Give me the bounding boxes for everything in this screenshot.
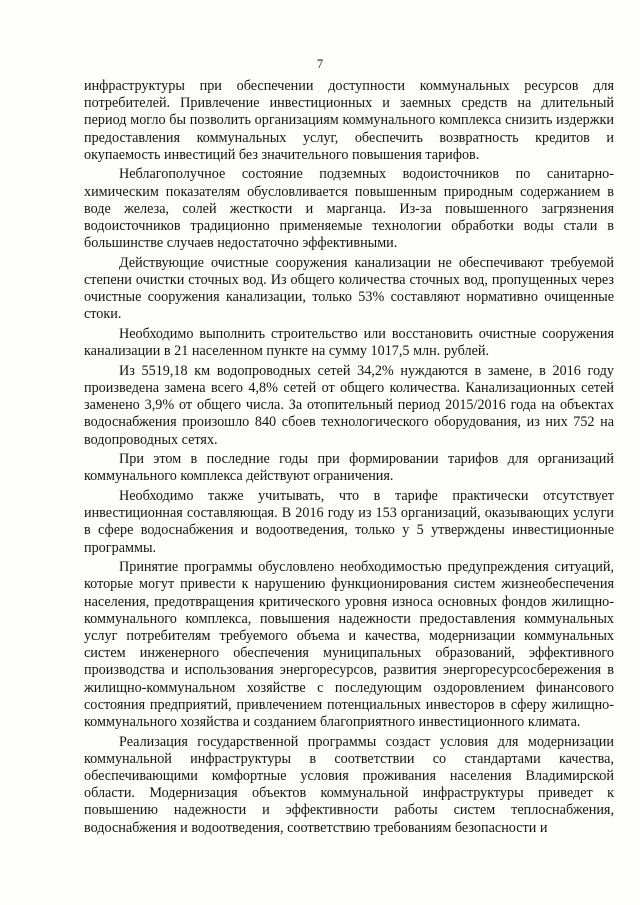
document-body xyxy=(84,78,614,839)
paragraph-water-networks: Из 5519,18 км водопроводных сетей 34,2% нуждаются в замене, в 2016 году произведена замена всего 4,8% сетей от общего количества. Канализационных сетей заменено 3,9% от общего числа. За отопительный период 2015/2016 года на объектах водоснабжения произошло 840 сбоев технологического оборудования, из них 752 на водопроводных сетях. xyxy=(84,362,614,448)
paragraph-infrastructure-continuation: инфраструктуры при обеспечении доступности коммунальных ресурсов для потребителей. Привлечение инвестиционных и заемных средств на длительный период могло бы позволить организациям коммунального комплекса снизить издержки предоставления коммунальных услуг, обеспечить возвратность кредитов и окупаемость инвестиций без значительного повышения тарифов. xyxy=(84,78,614,163)
paragraph-construction-need: Необходимо выполнить строительство или восстановить очистные сооружения канализации в 21 населенном пункте на сумму 1017,5 млн. рублей. xyxy=(84,326,614,360)
paragraph-program-implementation: Реализация государственной программы создаст условия для модернизации коммунальной инфраструктуры в соответствии со стандартами качества, обеспечивающими комфортные условия проживания населения Владимирской области. Модернизация объектов коммунальной инфраструктуры приведет к повышению надежности и эффективности работы систем теплоснабжения, водоснабжения и водоотведения, соответствию требованиям безопасности и xyxy=(84,733,614,836)
paragraph-program-adoption: Принятие программы обусловлено необходимостью предупреждения ситуаций, которые могут привести к нарушению функционирования систем жизнеобеспечения населения, предотвращения критического уровня износа основных фондов жилищно-коммунального комплекса, повышения надежности предоставления коммунальных услуг потребителям требуемого объема и качества, модернизации коммунальных систем инженерного обеспечения муниципальных образований, эффективного производства и использования энергоресурсов, развития энергоресурсосбережения в жилищно-коммунальном хозяйстве с последующим оздоровлением финансового состояния предприятий, привлечением потенциальных инвесторов в сферу жилищно-коммунального хозяйства и созданием благоприятного инвестиционного климата. xyxy=(84,559,614,731)
paragraph-groundwater: Неблагополучное состояние подземных водоисточников по санитарно-химическим показателям обусловливается повышенным природным содержанием в воде железа, солей жесткости и марганца. Из-за повышенного загрязнения водоисточников традиционно применяемые технологии обработки воды стали в большинстве случаев недостаточно эффективными. xyxy=(84,166,614,252)
page-number: 7 xyxy=(316,57,324,71)
paragraph-tariff-limits: При этом в последние годы при формировании тарифов для организаций коммунального комплекса действуют ограничения. xyxy=(84,451,614,485)
paragraph-investment-component: Необходимо также учитывать, что в тарифе практически отсутствует инвестиционная составляющая. В 2016 году из 153 организаций, оказывающих услуги в сфере водоснабжения и водоотведения, только у 5 утверждены инвестиционные программы. xyxy=(84,488,614,556)
paragraph-treatment-facilities: Действующие очистные сооружения канализации не обеспечивают требуемой степени очистки сточных вод. Из общего количества сточных вод, пропущенных через очистные сооружения канализации, только 53% составляют нормативно очищенные стоки. xyxy=(84,254,614,323)
